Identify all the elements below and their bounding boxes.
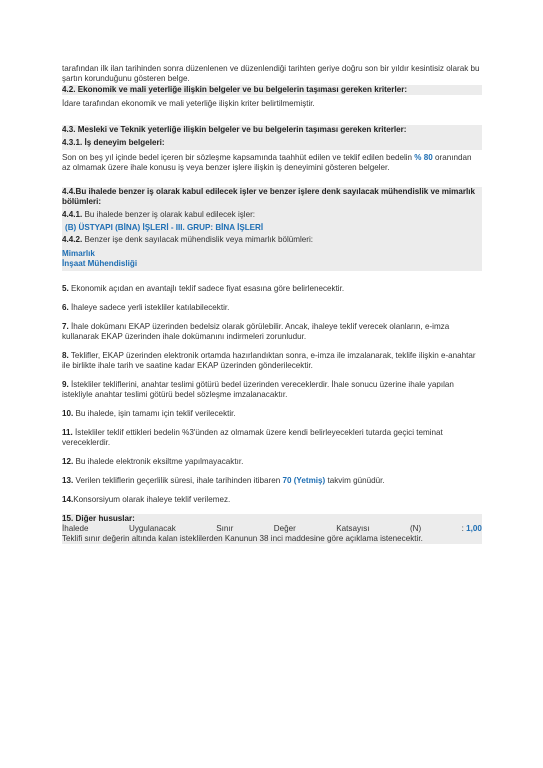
item-13 <box>62 476 482 486</box>
item-14 <box>62 495 482 505</box>
department-item: İnşaat Mühendisliği <box>62 259 138 268</box>
section-4-4-1-line <box>62 210 482 220</box>
item-text: İstekliler teklif ettikleri bedelin %3'ünden az olmamak üzere kendi belirleyecekleri tutarda geçici teminat vereceklerdir. <box>62 428 443 447</box>
section-4-3-1-body-pre: Son on beş yıl içinde bedel içeren bir sözleşme kapsamında taahhüt edilen ve teklif edilen bedelin <box>62 153 415 162</box>
item-text: Ekonomik açıdan en avantajlı teklif sadece fiyat esasına göre belirlenecektir. <box>68 284 345 293</box>
item-number: 6. <box>62 303 69 312</box>
section-4-4-block <box>62 187 482 271</box>
section-4-3-heading-band <box>62 125 482 150</box>
experience-percentage: % 80 <box>414 153 433 162</box>
section-4-3-heading: 4.3. Mesleki ve Teknik yeterliğe ilişkin belgeler ve bu belgelerin taşıması gereken kriterler: <box>62 125 407 134</box>
section-4-3-1-heading: 4.3.1. İş deneyim belgeleri: <box>62 138 165 147</box>
item-number: 14. <box>62 495 74 504</box>
department-item: Mimarlık <box>62 249 95 258</box>
item-text: İhaleye sadece yerli istekliler katılabilecektir. <box>68 303 230 312</box>
item-13-pre: Verilen tekliflerin geçerlilik süresi, ihale tarihinden itibaren <box>73 476 283 485</box>
section-4-4-2-number: 4.4.2. <box>62 235 83 244</box>
item-number: 12. <box>62 457 74 466</box>
item-text: Konsorsiyum olarak ihaleye teklif verilemez. <box>73 495 231 504</box>
row-word: (N) <box>409 524 422 533</box>
row-word: İhalede <box>62 524 89 533</box>
item-5 <box>62 284 482 294</box>
item-15-block <box>62 514 482 544</box>
item-number: 5. <box>62 284 69 293</box>
item-9 <box>62 380 482 400</box>
item-text: İstekliler tekliflerini, anahtar teslimi götürü bedel üzerinden vereceklerdir. İhale sonucu üzerine ihale yapılan istekliyle anahtar teslimi götürü bedel sözleşme imzalanacaktır. <box>62 380 454 399</box>
item-11 <box>62 428 482 448</box>
section-4-4-heading: 4.4.Bu ihalede benzer iş olarak kabul edilecek işler ve benzer işlere denk sayılacak mühendislik ve mimarlık bölümleri: <box>62 187 475 206</box>
validity-period: 70 (Yetmiş) <box>282 476 326 485</box>
item-8 <box>62 351 482 371</box>
row-word: Katsayısı <box>336 524 370 533</box>
section-4-2-heading: 4.2. Ekonomik ve mali yeterliğe ilişkin belgeler ve bu belgelerin taşıması gereken kriterler: <box>62 85 408 94</box>
section-4-4-2-line <box>62 235 482 245</box>
item-10 <box>62 409 482 419</box>
item-number: 8. <box>62 351 69 360</box>
item-7 <box>62 322 482 342</box>
coefficient-value: 1,00 <box>466 524 482 533</box>
item-text: İhale dokümanı EKAP üzerinden bedelsiz olarak görülebilir. Ancak, ihaleye teklif verecek olanların, e-imza kullanarak EKAP üzerinden ihale dokümanını indirmeleri zorunludur. <box>62 322 450 341</box>
section-4-2-body: İdare tarafından ekonomik ve mali yeterliğe ilişkin kriter belirtilmemiştir. <box>62 99 315 108</box>
item-15-heading: 15. Diğer hususlar: <box>62 514 135 523</box>
section-4-4-2-text: Benzer işe denk sayılacak mühendislik veya mimarlık bölümleri: <box>82 235 314 244</box>
row-word: Uygulanacak <box>129 524 176 533</box>
document-content <box>62 64 482 544</box>
similar-work-category: (B) ÜSTYAPI (BİNA) İŞLERİ - III. GRUP: BİNA İŞLERİ <box>65 223 264 232</box>
item-text: Bu ihalede elektronik eksiltme yapılmayacaktır. <box>73 457 244 466</box>
section-4-3-1-body-post: oranından az olmamak üzere ihale konusu iş veya benzer işlere ilişkin iş deneyimini gösteren belgeler. <box>62 153 472 172</box>
item-text: Teklifler, EKAP üzerinden elektronik ortamda hazırlandıktan sonra, e-imza ile imzalanarak, teklife ilişkin e-anahtar ile birlikte ihale tarih ve saatine kadar EKAP üzerinden gönderilecektir. <box>62 351 476 370</box>
item-number: 11. <box>62 428 73 437</box>
section-4-4-1-number: 4.4.1. <box>62 210 83 219</box>
row-value-group <box>462 524 482 534</box>
item-number: 10. <box>62 409 74 418</box>
row-colon: : <box>461 524 464 533</box>
section-4-2-heading-band <box>62 85 482 95</box>
item-number: 7. <box>62 322 69 331</box>
item-6 <box>62 303 482 313</box>
item-number: 9. <box>62 380 69 389</box>
row-word: Sınır <box>216 524 234 533</box>
section-4-3-1-body <box>62 153 482 173</box>
item-text: Bu ihalede, işin tamamı için teklif verilecektir. <box>73 409 236 418</box>
row-word: Değer <box>273 524 296 533</box>
item-13-post: takvim günüdür. <box>325 476 385 485</box>
item-number: 13. <box>62 476 74 485</box>
section-4-4-1-text: Bu ihalede benzer iş olarak kabul edilecek işler: <box>82 210 256 219</box>
intro-paragraph: tarafından ilk ilan tarihinden sonra düzenlenen ve düzenlendiği tarihten geriye doğru son bir yıldır kesintisiz olarak bu şartın korunduğunu gösteren belge. <box>62 64 480 83</box>
item-12 <box>62 457 482 467</box>
threshold-coefficient-row <box>62 524 482 534</box>
item-15-last-line: Teklifi sınır değerin altında kalan isteklilerden Kanunun 38 inci maddesine göre açıklama istenecektir. <box>62 534 423 543</box>
